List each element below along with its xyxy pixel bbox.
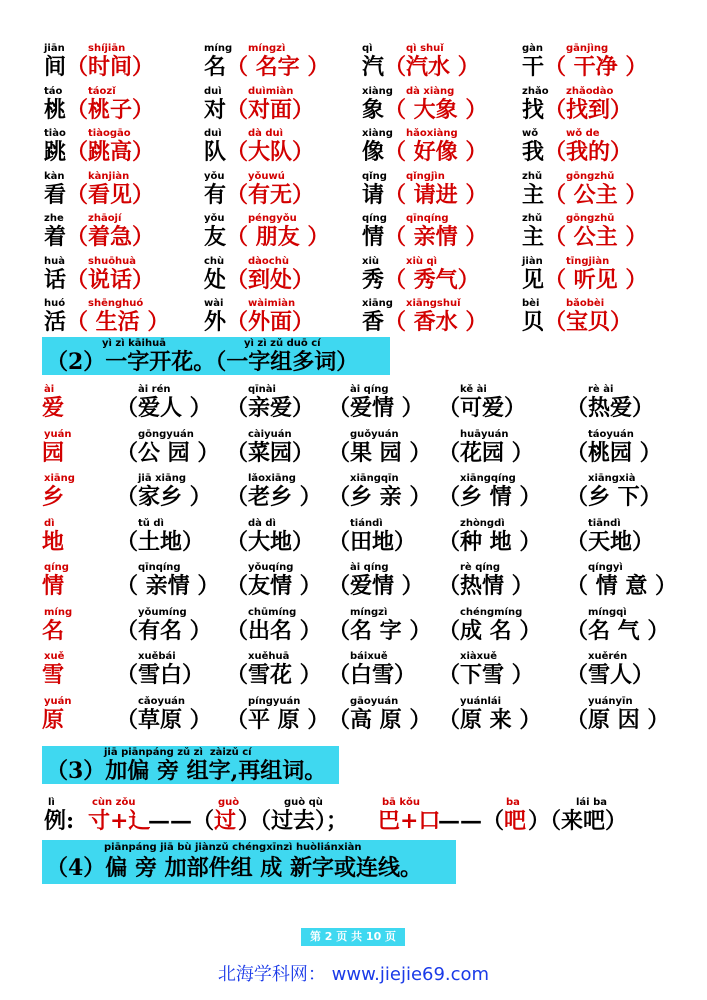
word-pinyin: yǒuqíng xyxy=(248,562,294,573)
answer-word: （外面） xyxy=(226,309,315,335)
char-pinyin: gàn xyxy=(522,43,544,54)
word-pinyin: xiāngqīn xyxy=(350,473,399,484)
char-pinyin: zhǎo xyxy=(522,86,549,97)
answer-word: （桃子） xyxy=(66,97,155,123)
page-number-badge: 第 2 页 共 10 页 xyxy=(301,928,405,946)
word-pinyin: qì shuǐ xyxy=(406,43,444,54)
compound-word: （花园 ） xyxy=(438,440,534,466)
section4-title-pinyin: piānpáng jiā bù jiànzǔ chéngxīnzì huòliánxiàn xyxy=(104,842,362,853)
word-pinyin: xiāngshuǐ xyxy=(406,298,461,309)
word-pinyin: gōngzhǔ xyxy=(566,171,615,182)
word-pinyin: táoyuán xyxy=(588,429,634,440)
compound-word: （可爱） xyxy=(438,395,527,421)
base-char: 请 xyxy=(362,182,385,208)
word-pinyin: guǒyuán xyxy=(350,429,399,440)
compound-word: （爱情 ） xyxy=(328,395,424,421)
answer-word: （ 好像 ） xyxy=(384,139,488,165)
char-pinyin: wài xyxy=(204,298,224,309)
answer-word: （ 公主 ） xyxy=(544,182,648,208)
compound-word: （菜园） xyxy=(226,440,315,466)
formula1-pinyin: cùn zǒu xyxy=(92,797,136,808)
char-pinyin: zhǔ xyxy=(522,171,543,182)
base-char: 见 xyxy=(522,267,545,293)
answer-word: （ 公主 ） xyxy=(544,224,648,250)
word-pinyin: xuěbái xyxy=(138,651,176,662)
example-label: 例: xyxy=(44,808,75,834)
word-pinyin: dà xiàng xyxy=(406,86,455,97)
answer-word: （ 请进 ） xyxy=(384,182,488,208)
head-char-pinyin: yuán xyxy=(44,696,72,707)
section4-title: （4）偏 旁 加部件组 成 新字或连线。 xyxy=(46,855,422,881)
compound-word: （友情 ） xyxy=(226,573,322,599)
char-pinyin: xiù xyxy=(362,256,379,267)
char-pinyin: duì xyxy=(204,128,222,139)
base-char: 主 xyxy=(522,182,545,208)
compound-word: （成 名 ） xyxy=(438,618,542,644)
compound-word: （家乡 ） xyxy=(116,484,212,510)
char-pinyin: xiàng xyxy=(362,86,393,97)
answer-word: （大队） xyxy=(226,139,315,165)
base-char: 我 xyxy=(522,139,545,165)
word-pinyin: qīnqíng xyxy=(138,562,181,573)
word-pinyin: tiàogāo xyxy=(88,128,131,139)
word-pinyin: tǔ dì xyxy=(138,518,164,529)
base-char: 间 xyxy=(44,54,67,80)
word1-pinyin: guò qù xyxy=(284,797,323,808)
section3-title-pinyin: jiā piānpáng zǔ zì zàizǔ cí xyxy=(104,747,252,758)
dash2: ——（ xyxy=(438,808,505,834)
base-char: 队 xyxy=(204,139,227,165)
word-pinyin: zhāojí xyxy=(88,213,122,224)
formula2-pinyin: bā kǒu xyxy=(382,797,421,808)
compound-word: （ 亲情 ） xyxy=(116,573,220,599)
word-pinyin: jiā xiāng xyxy=(138,473,186,484)
answer-word: （跳高） xyxy=(66,139,155,165)
word-pinyin: chéngmíng xyxy=(460,607,523,618)
word-pinyin: xiāngqíng xyxy=(460,473,516,484)
char-pinyin: yǒu xyxy=(204,213,225,224)
base-char: 秀 xyxy=(362,267,385,293)
answer-word: （我的） xyxy=(544,139,633,165)
word-pinyin: qíngyì xyxy=(588,562,623,573)
word-pinyin: lǎoxiāng xyxy=(248,473,296,484)
word-pinyin: xiàxuě xyxy=(460,651,497,662)
word-pinyin: gānjìng xyxy=(566,43,609,54)
answer-word: （对面） xyxy=(226,97,315,123)
compound-word: （出名 ） xyxy=(226,618,322,644)
char-pinyin: zhǔ xyxy=(522,213,543,224)
compound-word: （雪花 ） xyxy=(226,662,322,688)
word-pinyin: chūmíng xyxy=(248,607,297,618)
word-pinyin: míngzì xyxy=(248,43,286,54)
word-pinyin: zhǎodào xyxy=(566,86,614,97)
site-watermark: 北海学科网： www.jiejie69.com xyxy=(217,964,490,985)
compound-word: （乡 亲 ） xyxy=(328,484,432,510)
base-char: 对 xyxy=(204,97,227,123)
compound-word: （桃园 ） xyxy=(566,440,662,466)
word-pinyin: rè ài xyxy=(588,384,614,395)
compound-word: （亲爱） xyxy=(226,395,315,421)
word-pinyin: xuěrén xyxy=(588,651,628,662)
answer-word: （ 生活 ） xyxy=(66,309,170,335)
word-pinyin: míngqì xyxy=(588,607,627,618)
compound-word: （田地） xyxy=(328,529,417,555)
compound-word: （老乡 ） xyxy=(226,484,322,510)
word-pinyin: shuōhuà xyxy=(88,256,137,267)
word-pinyin: tiándì xyxy=(350,518,383,529)
answer-word: （看见） xyxy=(66,182,155,208)
answer-word: （ 听见 ） xyxy=(544,267,648,293)
answer2: 吧 xyxy=(504,808,527,834)
word-pinyin: qǐngjìn xyxy=(406,171,445,182)
compound-word: （天地） xyxy=(566,529,655,555)
base-char: 桃 xyxy=(44,97,67,123)
section2-title-pinyin-1: yì zì kāihuā xyxy=(102,338,166,349)
base-char: 主 xyxy=(522,224,545,250)
word-pinyin: xiù qì xyxy=(406,256,438,267)
dash1: ——（ xyxy=(148,808,215,834)
base-char: 像 xyxy=(362,139,385,165)
base-char: 名 xyxy=(204,54,227,80)
base-char: 处 xyxy=(204,267,227,293)
word-pinyin: xuěhuā xyxy=(248,651,290,662)
answer-word: （汽水 ） xyxy=(384,54,480,80)
word-pinyin: càiyuán xyxy=(248,429,292,440)
char-pinyin: chù xyxy=(204,256,225,267)
base-char: 有 xyxy=(204,182,227,208)
word-pinyin: kě ài xyxy=(460,384,487,395)
head-char: 乡 xyxy=(42,484,65,510)
word-pinyin: duìmiàn xyxy=(248,86,294,97)
answer-word: （ 干净 ） xyxy=(544,54,648,80)
char-pinyin: tiào xyxy=(44,128,66,139)
word-pinyin: qīnài xyxy=(248,384,276,395)
base-char: 找 xyxy=(522,97,545,123)
answer1: 过 xyxy=(214,808,237,834)
base-char: 贝 xyxy=(522,309,545,335)
answer-word: （ 亲情 ） xyxy=(384,224,488,250)
section3-title: （3）加偏 旁 组字,再组词。 xyxy=(46,758,327,784)
formula2: 巴+口 xyxy=(378,808,441,834)
word-pinyin: zhòngdì xyxy=(460,518,505,529)
word-pinyin: tīngjiàn xyxy=(566,256,610,267)
word-pinyin: dà duì xyxy=(248,128,284,139)
compound-word: （乡 下） xyxy=(566,484,662,510)
compound-word: （热爱） xyxy=(566,395,655,421)
base-char: 话 xyxy=(44,267,67,293)
head-char-pinyin: míng xyxy=(44,607,73,618)
word2-pinyin: lái ba xyxy=(576,797,607,808)
compound-word: （热情 ） xyxy=(438,573,534,599)
answer-word: （到处） xyxy=(226,267,315,293)
head-char: 园 xyxy=(42,440,65,466)
word-pinyin: yuánlái xyxy=(460,696,502,707)
answer-word: （时间） xyxy=(66,54,155,80)
char-pinyin: bèi xyxy=(522,298,540,309)
compound-word: （原 因 ） xyxy=(566,707,670,733)
section2-title-pinyin-2: yì zì zǔ duō cí xyxy=(244,338,321,349)
base-char: 象 xyxy=(362,97,385,123)
answer-word: （宝贝） xyxy=(544,309,633,335)
section2-title: （2）一字开花。（一字组多词） xyxy=(46,349,359,375)
answer2-pinyin: ba xyxy=(506,797,520,808)
word-pinyin: qīnqíng xyxy=(406,213,449,224)
word-pinyin: shíjiān xyxy=(88,43,126,54)
char-pinyin: míng xyxy=(204,43,233,54)
word-pinyin: kànjiàn xyxy=(88,171,130,182)
compound-word: （名 字 ） xyxy=(328,618,432,644)
answer-word: （ 朋友 ） xyxy=(226,224,330,250)
compound-word: （草原 ） xyxy=(116,707,212,733)
word-pinyin: gōngzhǔ xyxy=(566,213,615,224)
head-char: 原 xyxy=(42,707,65,733)
word-pinyin: péngyǒu xyxy=(248,213,297,224)
word-pinyin: báixuě xyxy=(350,651,388,662)
word-pinyin: cǎoyuán xyxy=(138,696,186,707)
base-char: 活 xyxy=(44,309,67,335)
base-char: 情 xyxy=(362,224,385,250)
close1: ）（过去）； xyxy=(238,808,349,834)
char-pinyin: huó xyxy=(44,298,66,309)
answer-word: （ 名字 ） xyxy=(226,54,330,80)
compound-word: （种 地 ） xyxy=(438,529,542,555)
char-pinyin: xiāng xyxy=(362,298,393,309)
char-pinyin: zhe xyxy=(44,213,64,224)
word-pinyin: wǒ de xyxy=(566,128,600,139)
word-pinyin: rè qíng xyxy=(460,562,501,573)
word-pinyin: ài qíng xyxy=(350,384,389,395)
answer-word: （ 大象 ） xyxy=(384,97,488,123)
head-char-pinyin: qíng xyxy=(44,562,69,573)
compound-word: （爱情 ） xyxy=(328,573,424,599)
answer-word: （说话） xyxy=(66,267,155,293)
char-pinyin: qǐng xyxy=(362,171,387,182)
word-pinyin: yuányīn xyxy=(588,696,633,707)
answer-word: （ 秀气） xyxy=(384,267,480,293)
compound-word: （原 来 ） xyxy=(438,707,542,733)
word-pinyin: píngyuán xyxy=(248,696,301,707)
example-label-pinyin: lì xyxy=(48,797,55,808)
compound-word: （白雪） xyxy=(328,662,417,688)
head-char: 雪 xyxy=(42,662,65,688)
head-char: 地 xyxy=(42,529,65,555)
char-pinyin: qì xyxy=(362,43,373,54)
compound-word: （大地） xyxy=(226,529,315,555)
answer-word: （ 香水 ） xyxy=(384,309,488,335)
char-pinyin: duì xyxy=(204,86,222,97)
formula1: 寸+辶 xyxy=(88,808,151,834)
base-char: 看 xyxy=(44,182,67,208)
answer1-pinyin: guò xyxy=(218,797,240,808)
char-pinyin: jiàn xyxy=(522,256,543,267)
word-pinyin: míngzì xyxy=(350,607,388,618)
word-pinyin: ài qíng xyxy=(350,562,389,573)
compound-word: （ 情 意 ） xyxy=(566,573,677,599)
answer-word: （着急） xyxy=(66,224,155,250)
word-pinyin: dàochù xyxy=(248,256,289,267)
head-char-pinyin: dì xyxy=(44,518,55,529)
char-pinyin: yǒu xyxy=(204,171,225,182)
word-pinyin: xiāngxià xyxy=(588,473,636,484)
base-char: 干 xyxy=(522,54,545,80)
head-char: 名 xyxy=(42,618,65,644)
base-char: 跳 xyxy=(44,139,67,165)
word-pinyin: hǎoxiàng xyxy=(406,128,458,139)
word-pinyin: ài rén xyxy=(138,384,171,395)
word-pinyin: táozǐ xyxy=(88,86,116,97)
word-pinyin: yǒumíng xyxy=(138,607,187,618)
head-char-pinyin: xiāng xyxy=(44,473,75,484)
word-pinyin: dà dì xyxy=(248,518,276,529)
char-pinyin: kàn xyxy=(44,171,65,182)
char-pinyin: qíng xyxy=(362,213,387,224)
char-pinyin: táo xyxy=(44,86,63,97)
compound-word: （公 园 ） xyxy=(116,440,220,466)
base-char: 友 xyxy=(204,224,227,250)
word-pinyin: huāyuán xyxy=(460,429,509,440)
word-pinyin: shēnghuó xyxy=(88,298,144,309)
head-char-pinyin: xuě xyxy=(44,651,65,662)
base-char: 香 xyxy=(362,309,385,335)
compound-word: （雪白） xyxy=(116,662,205,688)
word-pinyin: gāoyuán xyxy=(350,696,399,707)
word-pinyin: tiāndì xyxy=(588,518,621,529)
compound-word: （名 气 ） xyxy=(566,618,670,644)
word-pinyin: yǒuwú xyxy=(248,171,285,182)
close2: ）（来吧） xyxy=(528,808,628,834)
base-char: 汽 xyxy=(362,54,385,80)
char-pinyin: wǒ xyxy=(522,128,539,139)
base-char: 外 xyxy=(204,309,227,335)
compound-word: （土地） xyxy=(116,529,205,555)
char-pinyin: huà xyxy=(44,256,65,267)
compound-word: （果 园 ） xyxy=(328,440,432,466)
head-char: 情 xyxy=(42,573,65,599)
char-pinyin: jiān xyxy=(44,43,65,54)
compound-word: （乡 情 ） xyxy=(438,484,542,510)
head-char-pinyin: yuán xyxy=(44,429,72,440)
word-pinyin: bǎobèi xyxy=(566,298,605,309)
char-pinyin: xiàng xyxy=(362,128,393,139)
compound-word: （爱人 ） xyxy=(116,395,212,421)
word-pinyin: wàimiàn xyxy=(248,298,296,309)
answer-word: （有无） xyxy=(226,182,315,208)
compound-word: （下雪 ） xyxy=(438,662,534,688)
compound-word: （高 原 ） xyxy=(328,707,432,733)
head-char-pinyin: ài xyxy=(44,384,55,395)
word-pinyin: gōngyuán xyxy=(138,429,194,440)
compound-word: （平 原 ） xyxy=(226,707,330,733)
compound-word: （雪人） xyxy=(566,662,655,688)
answer-word: （找到） xyxy=(544,97,633,123)
base-char: 着 xyxy=(44,224,67,250)
compound-word: （有名 ） xyxy=(116,618,212,644)
head-char: 爱 xyxy=(42,395,65,421)
